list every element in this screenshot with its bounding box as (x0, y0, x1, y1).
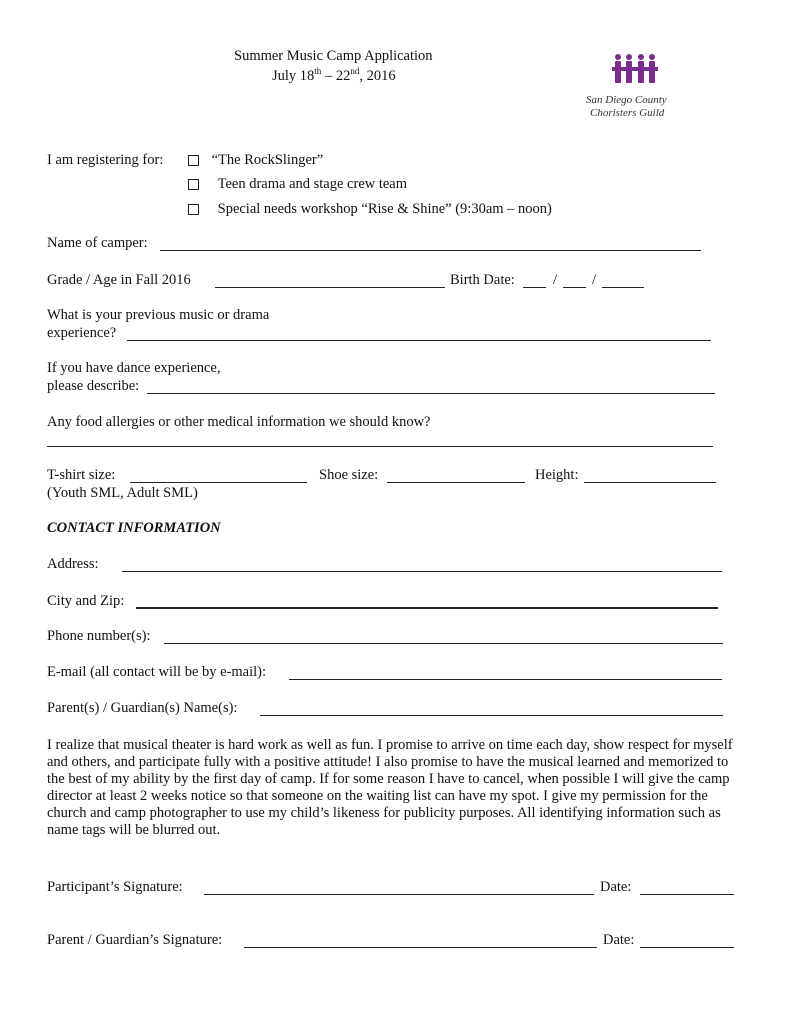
allergies-label: Any food allergies or other medical information we should know? (47, 414, 431, 430)
dance-experience-label-1: If you have dance experience, (47, 360, 221, 376)
option-rockslinger[interactable]: “The RockSlinger” (188, 152, 323, 169)
city-zip-field[interactable] (136, 607, 718, 609)
agreement-text: I realize that musical theater is hard work as well as fun. I promise to arrive on time each day, show respect for myself and others, and participate fully with a positive attitude! I also promise to have the musical learned and memorized to the best of my ability by the first day of camp. If for some reason I have to cancel, when possible I will give the camp director at least 2 weeks notice so that someone on the waiting list can have my spot. I give my permission for the church and camp photographer to use my child’s likeness for publicity purposes. All identifying information such as name tags will be blurred out. (47, 737, 733, 838)
tshirt-size-label: T-shirt size: (47, 467, 116, 483)
dance-experience-field[interactable] (147, 393, 715, 394)
birth-date-label: Birth Date: (450, 272, 515, 288)
participant-signature-field[interactable] (204, 894, 594, 895)
email-label: E-mail (all contact will be by e-mail): (47, 664, 267, 680)
address-label: Address: (47, 556, 99, 572)
music-experience-field[interactable] (127, 340, 711, 341)
contact-heading: CONTACT INFORMATION (47, 520, 221, 536)
participant-signature-label: Participant’s Signature: (47, 879, 183, 895)
parent-date-field[interactable] (640, 947, 734, 948)
parent-signature-label: Parent / Guardian’s Signature: (47, 932, 223, 948)
option-teen-drama[interactable]: Teen drama and stage crew team (188, 176, 407, 193)
tshirt-size-note: (Youth SML, Adult SML) (47, 485, 198, 501)
address-field[interactable] (122, 571, 722, 572)
registering-label: I am registering for: (47, 152, 164, 168)
option-special-needs[interactable]: Special needs workshop “Rise & Shine” (9:30am – noon) (188, 201, 552, 218)
singers-logo-icon (612, 52, 658, 88)
music-experience-label-2: experience? (47, 325, 117, 341)
height-field[interactable] (584, 482, 716, 483)
grade-age-field[interactable] (215, 287, 445, 288)
participant-date-label: Date: (600, 879, 632, 895)
birth-year-field[interactable] (602, 287, 644, 288)
guardian-names-field[interactable] (260, 715, 723, 716)
birth-sep-2: / (592, 272, 597, 288)
participant-date-field[interactable] (640, 894, 734, 895)
form-title: Summer Music Camp Application (234, 48, 433, 64)
checkbox-special-needs[interactable] (188, 204, 199, 215)
parent-signature-field[interactable] (244, 947, 597, 948)
birth-month-field[interactable] (523, 287, 546, 288)
parent-date-label: Date: (603, 932, 635, 948)
camper-name-field[interactable] (160, 250, 701, 251)
email-field[interactable] (289, 679, 722, 680)
phone-field[interactable] (164, 643, 723, 644)
birth-sep-1: / (553, 272, 558, 288)
allergies-field[interactable] (47, 446, 713, 447)
birth-day-field[interactable] (563, 287, 586, 288)
dance-experience-label-2: please describe: (47, 378, 140, 394)
choristers-guild-logo (612, 52, 658, 93)
grade-age-label: Grade / Age in Fall 2016 (47, 272, 191, 288)
guardian-names-label: Parent(s) / Guardian(s) Name(s): (47, 700, 238, 716)
camp-dates: July 18th – 22nd, 2016 (272, 66, 396, 84)
music-experience-label-1: What is your previous music or drama (47, 307, 270, 323)
shoe-size-label: Shoe size: (319, 467, 379, 483)
city-zip-label: City and Zip: (47, 593, 125, 609)
phone-label: Phone number(s): (47, 628, 151, 644)
tshirt-size-field[interactable] (130, 482, 307, 483)
checkbox-rockslinger[interactable] (188, 155, 199, 166)
shoe-size-field[interactable] (387, 482, 525, 483)
camper-name-label: Name of camper: (47, 235, 148, 251)
height-label: Height: (535, 467, 579, 483)
logo-line2: Choristers Guild (590, 107, 665, 119)
checkbox-teen-drama[interactable] (188, 179, 199, 190)
logo-line1: San Diego County (586, 94, 667, 106)
